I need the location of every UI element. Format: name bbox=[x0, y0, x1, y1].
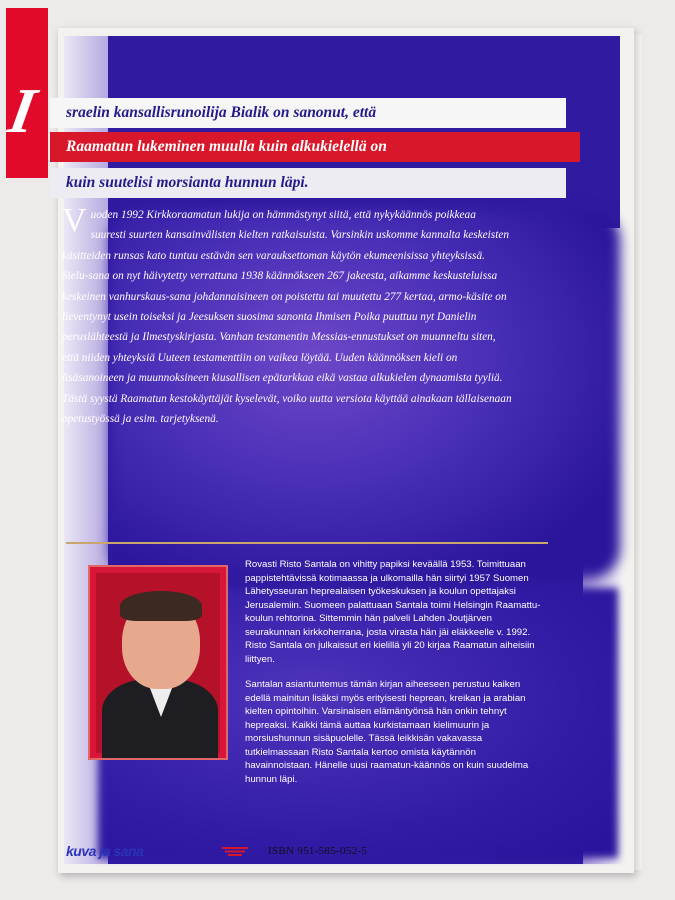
quote-line-2: Raamatun lukeminen muulla kuin alkukielellä on bbox=[50, 132, 580, 162]
bio-paragraph-2: Santalan asiantuntemus tämän kirjan aiheeseen perustuu kaiken edellä mainitun lisäksi myös erityisesti heprean, kreikan ja arabian kielten opintoihin. Varsinaisen elämäntyönsä hän onkin tehnyt hepreaksi. Kaikki tämä auttaa kurkistamaan kielimuurin ja morsiushunnun sisäpuolelle. Tässä leikkisän vakavassa tutkielmassaan Risto Santala kertoo omista käytännön havainnoistaan. Hänelle uusi raamatun-käännös on kuin suudelma hunnun läpi. bbox=[245, 679, 529, 785]
publisher-mark-icon bbox=[222, 846, 248, 856]
isbn-number: ISBN 951-585-052-5 bbox=[268, 845, 368, 857]
page-edge bbox=[634, 34, 642, 870]
description-paragraph: uoden 1992 Kirkkoraamatun lukija on hämmästynyt siitä, että nykykäännös poikkeaa suuresti suurten kansainvälisten kielten ratkaisuista. Varsinkin uskomme kannalta keskeisten käsitteiden runsas kato tuntuu estävän sen varauksettoman käytön ekumeenisissa yhteyksissä. Sielu-sana on nyt häivytetty verrattuna 1938 käännökseen 267 jakeesta, aikamme keskusteluissa keskeinen vanhurskaus-sana johdannaisineen on poistettu tai muutettu 277 kertaa, armo-käsite on lieventynyt usein toiseksi ja Jeesuksen suosima sanonta Ihmisen Poika puuttuu nyt Danielin peruslähteestä ja Ilmestyskirjasta. Vanhan testamentin Messias-ennustukset on muunneltu siten, että niiden yhteyksiä Uuteen testamenttiin on vaikea löytää. Uuden käännöksen kieli on lisäsanoineen ja muunnoksineen kiusallisen epätarkkaa eikä vastaa alkukielen dynaamista tyyliä. Tästä syystä Raamatun kestokäyttäjät kyselevät, voiko uutta versiota käyttää ainakaan tällaisenaan opetustyössä ja esim. tarjetyksenä. bbox=[62, 209, 512, 426]
quote-initial: I bbox=[3, 75, 42, 146]
section-divider bbox=[66, 542, 548, 544]
quote-initial-block bbox=[3, 8, 48, 178]
drop-cap: V bbox=[62, 202, 87, 239]
description-text bbox=[62, 202, 512, 429]
publisher-logo: kuva ja sana bbox=[66, 843, 144, 859]
bio-paragraph-1: Rovasti Risto Santala on vihitty papiksi keväällä 1953. Toimittuaan pappistehtävissä kotimaassa ja ulkomailla hän siirtyi 1957 Suomen Lähetysseuran heprealaisen työkeskuksen ja koulun opettajaksi Jerusalemiin. Suomeen palattuaan Santala toimi Helsingin Raamattu-koulun rehtorina. Sittemmin hän palveli Lahden Joutjärven seurakunnan kirkkoherrana, josta virasta hän jäi eläkkeelle v. 1992. Risto Santala on julkaissut eri kielillä yli 20 kirjaa Raamatun aiheisiin liittyen. bbox=[245, 559, 541, 665]
author-bio bbox=[245, 558, 545, 798]
quote-line-1: sraelin kansallisrunoilija Bialik on sanonut, että bbox=[50, 98, 566, 128]
author-photo bbox=[88, 565, 228, 760]
quote-line-3: kuin suutelisi morsianta hunnun läpi. bbox=[50, 168, 566, 198]
